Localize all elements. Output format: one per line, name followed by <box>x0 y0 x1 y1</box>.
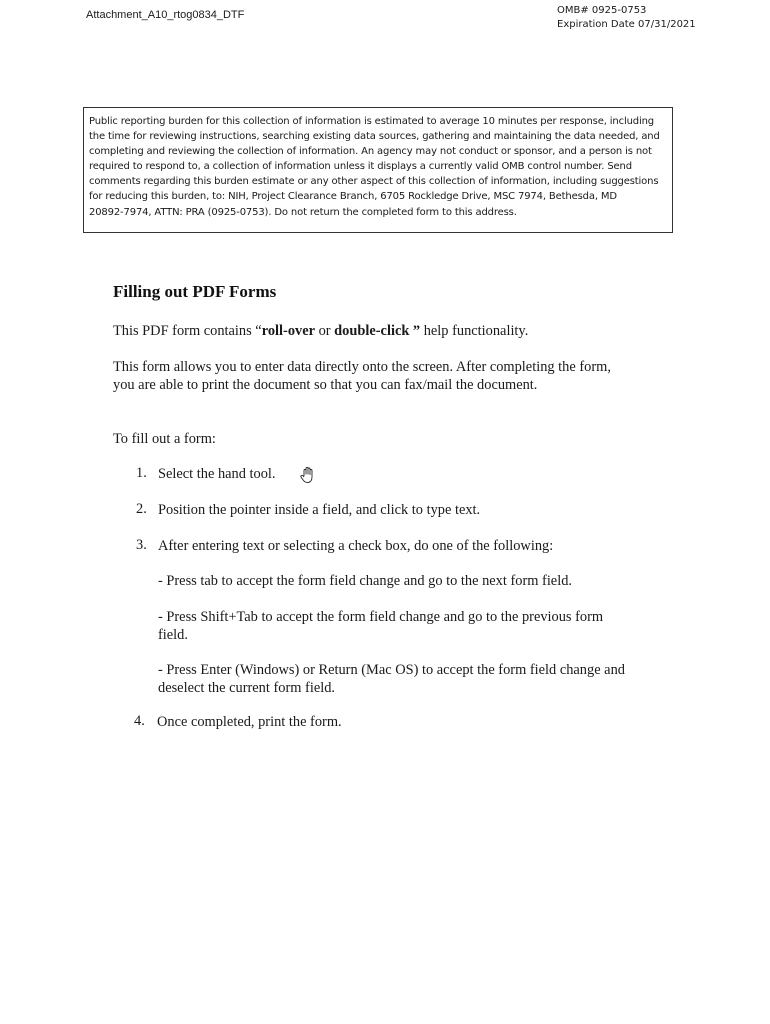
intro-suffix: help functionality. <box>420 323 529 339</box>
intro-paragraph <box>113 322 528 340</box>
burden-line: comments regarding this burden estimate or any other aspect of this collection of information, including suggestions <box>89 176 659 188</box>
omb-info <box>557 4 696 32</box>
substep-shift-tab: - Press Shift+Tab to accept the form field change and go to the previous form <box>158 609 604 625</box>
expiration-date: Expiration Date 07/31/2021 <box>557 19 696 30</box>
step-text: After entering text or selecting a check box, do one of the following: <box>158 538 554 554</box>
step-number: 2. <box>136 501 147 517</box>
step-text: Once completed, print the form. <box>157 714 342 730</box>
attachment-label: Attachment_A10_rtog0834_DTF <box>86 9 245 21</box>
step-text: Select the hand tool. <box>158 466 276 482</box>
step-number: 3. <box>136 537 147 553</box>
intro-prefix: This PDF form contains “ <box>113 323 262 339</box>
description-line-1: This form allows you to enter data directly onto the screen. After completing the form, <box>113 359 611 375</box>
substep-enter: - Press Enter (Windows) or Return (Mac OS) to accept the form field change and <box>158 662 625 678</box>
description-line-2: you are able to print the document so that you can fax/mail the document. <box>113 377 538 393</box>
burden-line: Public reporting burden for this collection of information is estimated to average 10 minutes per response, including <box>89 116 654 127</box>
steps-lead: To fill out a form: <box>113 431 216 447</box>
burden-line: the time for reviewing instructions, searching existing data sources, gathering and maintaining the data needed, and <box>89 131 660 143</box>
step-text: Position the pointer inside a field, and click to type text. <box>158 502 481 518</box>
burden-line: completing and reviewing the collection of information. An agency may not conduct or sponsor, and a person is not <box>89 146 652 158</box>
substep-shift-tab-cont: field. <box>158 627 188 643</box>
intro-doubleclick: double-click ” <box>334 323 421 339</box>
intro-mid: or <box>314 323 335 339</box>
substep-enter-cont: deselect the current form field. <box>158 680 336 696</box>
page-title: Filling out PDF Forms <box>113 282 277 301</box>
burden-statement-box <box>83 107 673 233</box>
burden-line: for reducing this burden, to: NIH, Project Clearance Branch, 6705 Rockledge Drive, MSC 7974, Bethesda, MD <box>89 191 617 203</box>
intro-rollover: roll-over <box>261 323 315 339</box>
omb-number: OMB# 0925-0753 <box>557 5 647 16</box>
hand-tool-icon <box>298 465 318 485</box>
burden-line: 20892-7974, ATTN: PRA (0925-0753). Do not return the completed form to this address. <box>89 206 517 218</box>
step-number: 4. <box>134 713 145 729</box>
step-number: 1. <box>136 465 147 481</box>
substep-tab: - Press tab to accept the form field change and go to the next form field. <box>158 573 572 589</box>
burden-line: required to respond to, a collection of information unless it displays a currently valid OMB control number. Send <box>89 161 632 173</box>
